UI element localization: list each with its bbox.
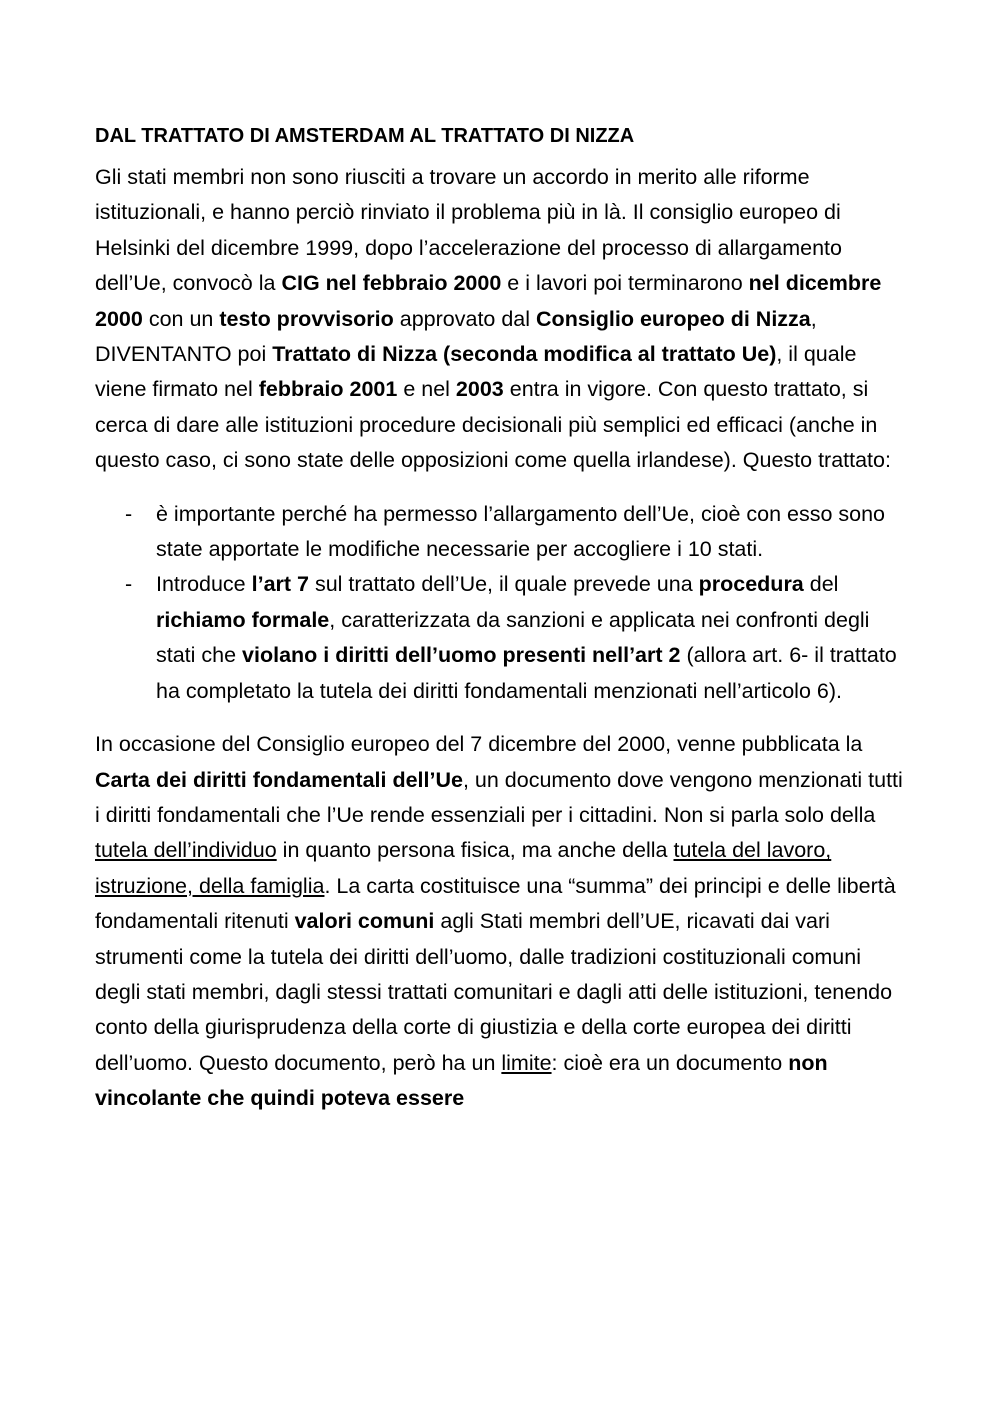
text-run: sul trattato dell’Ue, il quale prevede una bbox=[309, 572, 699, 597]
bold-run: l’art 7 bbox=[251, 572, 309, 597]
bold-run: Trattato di Nizza (seconda modifica al trattato Ue) bbox=[272, 342, 777, 367]
text-run: e i lavori poi terminarono bbox=[501, 271, 749, 296]
text-run: è importante perché ha permesso l’allargamento dell’Ue, cioè con esso sono state apportate le modifiche necessarie per accogliere i 10 stati. bbox=[156, 501, 886, 562]
bullet-list bbox=[95, 497, 905, 709]
bold-run: Carta dei diritti fondamentali dell’Ue bbox=[95, 767, 463, 792]
text-run: , il quale viene firmato nel bbox=[95, 342, 857, 402]
bold-run: Consiglio europeo di Nizza bbox=[536, 306, 811, 331]
bold-run: violano i diritti dell’uomo presenti nell’art 2 bbox=[242, 643, 681, 668]
document-body bbox=[95, 118, 905, 1117]
bold-run: valori comuni bbox=[294, 909, 435, 934]
bullet-marker: - bbox=[125, 501, 133, 526]
bold-run: procedura bbox=[698, 572, 804, 597]
text-run: Introduce bbox=[156, 572, 252, 597]
text-run: , DIVENTANTO poi bbox=[95, 306, 817, 367]
paragraph-charter-of-rights bbox=[95, 727, 905, 1116]
document-title: DAL TRATTATO DI AMSTERDAM AL TRATTATO DI NIZZA bbox=[95, 125, 635, 147]
text-run: in quanto persona fisica, ma anche della bbox=[276, 838, 674, 863]
text-run: del bbox=[803, 572, 839, 597]
bold-run: nel dicembre 2000 bbox=[95, 271, 882, 331]
bold-run: febbraio 2001 bbox=[258, 377, 398, 402]
text-run: : cioè era un documento bbox=[551, 1050, 789, 1075]
underline-run: tutela del lavoro, istruzione, della famiglia bbox=[95, 838, 832, 898]
text-run: (allora art. 6- il trattato ha completato la tutela dei diritti fondamentali menzionati nell’articolo 6). bbox=[156, 643, 897, 703]
underline-run: limite bbox=[501, 1050, 552, 1075]
list-item bbox=[95, 497, 905, 568]
bold-run: non vincolante che quindi poteva essere bbox=[95, 1050, 828, 1111]
text-run: . La carta costituisce una “summa” dei principi e delle libertà fondamentali ritenuti bbox=[95, 873, 896, 934]
text-run: Gli stati membri non sono riusciti a trovare un accordo in merito alle riforme istituzionali, e hanno perciò rinviato il problema più in là. Il consiglio europeo di Helsinki del dicembre 1999, dopo l’accelerazione del processo di allargamento dell’Ue, convocò la bbox=[95, 165, 842, 296]
text-run: agli Stati membri dell’UE, ricavati dai vari strumenti come la tutela dei diritti dell’uomo, dalle tradizioni costituzionali comuni degli stati membri, dagli stessi trattati comunitari e dagli atti delle istituzioni, tenendo conto della giurisprudenza della corte di giustizia e della corte europea dei diritti dell’uomo. Questo documento, però ha un bbox=[95, 909, 893, 1075]
text-run: , un documento dove vengono menzionati tutti i diritti fondamentali che l’Ue rende essenziali per i cittadini. Non si parla solo della bbox=[95, 767, 903, 827]
paragraph-nice-treaty bbox=[95, 160, 905, 479]
bold-run: CIG nel febbraio 2000 bbox=[281, 271, 502, 296]
bold-run: 2003 bbox=[455, 377, 504, 402]
text-run: approvato dal bbox=[393, 306, 537, 331]
text-run: con un bbox=[142, 306, 220, 331]
bullet-marker: - bbox=[125, 572, 133, 597]
text-run: In occasione del Consiglio europeo del 7 dicembre del 2000, venne pubblicata la bbox=[95, 732, 863, 757]
bold-run: testo provvisorio bbox=[219, 306, 394, 331]
text-run: , caratterizzata da sanzioni e applicata nei confronti degli stati che bbox=[156, 607, 870, 668]
bold-run: richiamo formale bbox=[156, 607, 330, 632]
underline-run: tutela dell’individuo bbox=[95, 838, 277, 863]
text-run: entra in vigore. Con questo trattato, si cerca di dare alle istituzioni procedure decisionali più semplici ed efficaci (anche in questo caso, ci sono state delle opposizioni come quella irlandese). Questo trattato: bbox=[95, 377, 891, 473]
list-item bbox=[95, 567, 905, 709]
text-run: e nel bbox=[397, 377, 456, 402]
